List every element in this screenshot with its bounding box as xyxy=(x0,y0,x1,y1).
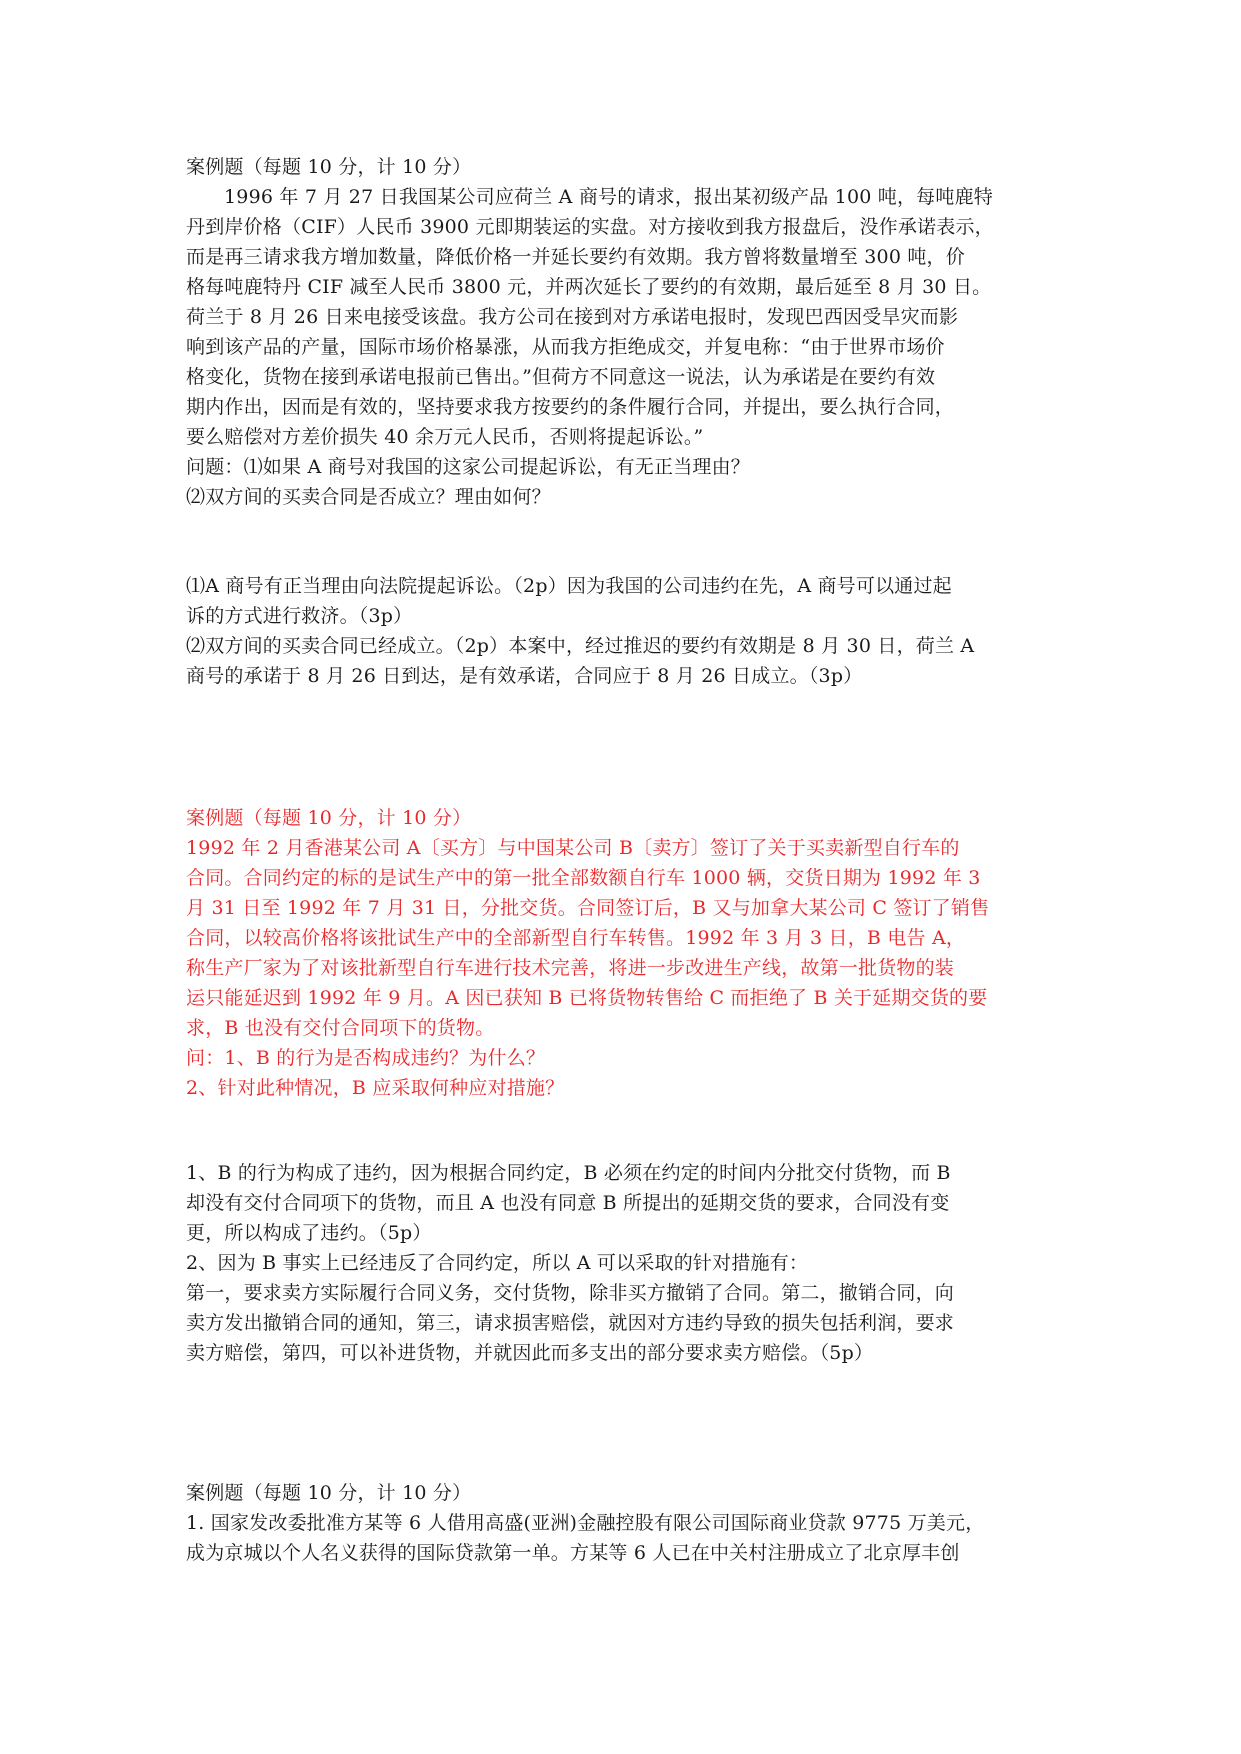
case-1-body-line: 荷兰于 8 月 26 日来电接受该盘。我方公司在接到对方承诺电报时，发现巴西因受旱灾而影 xyxy=(186,306,959,328)
case-1-body-line: 丹到岸价格（CIF）人民币 3900 元即期装运的实盘。对方接收到我方报盘后，没作承诺表示， xyxy=(186,216,994,238)
case-3-body-line: 成为京城以个人名义获得的国际贷款第一单。方某等 6 人已在中关村注册成立了北京厚丰创 xyxy=(186,1542,960,1564)
case-2-heading: 案例题（每题 10 分，计 10 分） xyxy=(186,807,472,829)
case-1-answer-line: 诉的方式进行救济。（3p） xyxy=(186,605,413,627)
case-2-body-line: 运只能延迟到 1992 年 9 月。A 因已获知 B 已将货物转售给 C 而拒绝了 B 关于延期交货的要 xyxy=(186,987,988,1009)
case-1-question-line: ⑵双方间的买卖合同是否成立？理由如何？ xyxy=(186,486,551,508)
case-2-body-line: 称生产厂家为了对该批新型自行车进行技术完善，将进一步改进生产线，故第一批货物的装 xyxy=(186,957,955,979)
case-1-answer xyxy=(186,571,1056,691)
case-2-body-line: 月 31 日至 1992 年 7 月 31 日，分批交货。合同签订后，B 又与加拿大某公司 C 签订了销售 xyxy=(186,897,990,919)
case-1-answer-line: ⑴A 商号有正当理由向法院提起诉讼。（2p）因为我国的公司违约在先，A 商号可以通过起 xyxy=(186,575,952,597)
case-1-heading: 案例题（每题 10 分，计 10 分） xyxy=(186,156,472,178)
case-1-body-line: 响到该产品的产量，国际市场价格暴涨，从而我方拒绝成交，并复电称：“由于世界市场价 xyxy=(186,336,945,358)
case-2-question-line: 问：1、B 的行为是否构成违约？为什么？ xyxy=(186,1047,546,1069)
case-2-question-line: 2、针对此种情况，B 应采取何种应对措施？ xyxy=(186,1077,565,1099)
case-1-body-line: 而是再三请求我方增加数量，降低价格一并延长要约有效期。我方曾将数量增至 300 吨，价 xyxy=(186,246,965,268)
case-2-body-line: 1992 年 2 月香港某公司 A〔买方〕与中国某公司 B〔卖方〕签订了关于买卖新型自行车的 xyxy=(186,837,960,859)
case-3-question xyxy=(186,1478,1056,1568)
case-2-body-line: 求，B 也没有交付合同项下的货物。 xyxy=(186,1017,495,1039)
case-1-body-line: 格变化，货物在接到承诺电报前已售出。”但荷方不同意这一说法，认为承诺是在要约有效 xyxy=(186,366,936,388)
case-1-body-line: 要么赔偿对方差价损失 40 余万元人民币，否则将提起诉讼。” xyxy=(186,426,704,448)
case-1-question-line: 问题：⑴如果 A 商号对我国的这家公司提起诉讼，有无正当理由？ xyxy=(186,456,751,478)
case-2-answer-line: 却没有交付合同项下的货物，而且 A 也没有同意 B 所提出的延期交货的要求，合同没有变 xyxy=(186,1192,950,1214)
case-2-body-line: 合同。合同约定的标的是试生产中的第一批全部数额自行车 1000 辆，交货日期为 1992 年 3 xyxy=(186,867,981,889)
case-2-answer-line: 卖方赔偿，第四，可以补进货物，并就因此而多支出的部分要求卖方赔偿。（5p） xyxy=(186,1342,874,1364)
case-2-body-line: 合同，以较高价格将该批试生产中的全部新型自行车转售。1992 年 3 月 3 日，B 电告 A， xyxy=(186,927,966,949)
case-1-body-line: 1996 年 7 月 27 日我国某公司应荷兰 A 商号的请求，报出某初级产品 100 吨，每吨鹿特 xyxy=(224,186,993,208)
case-2-answer-line: 1、B 的行为构成了违约，因为根据合同约定，B 必须在约定的时间内分批交付货物，而 B xyxy=(186,1162,951,1184)
case-1-body-line: 格每吨鹿特丹 CIF 减至人民币 3800 元，并两次延长了要约的有效期，最后延至 8 月 30 日。 xyxy=(186,276,992,298)
case-1-answer-line: ⑵双方间的买卖合同已经成立。（2p）本案中，经过推迟的要约有效期是 8 月 30 日，荷兰 A xyxy=(186,635,975,657)
case-3-heading: 案例题（每题 10 分，计 10 分） xyxy=(186,1482,472,1504)
case-1-answer-line: 商号的承诺于 8 月 26 日到达，是有效承诺，合同应于 8 月 26 日成立。（3p） xyxy=(186,665,863,687)
case-2-answer xyxy=(186,1158,1056,1368)
case-1-body-line: 期内作出，因而是有效的，坚持要求我方按要约的条件履行合同，并提出，要么执行合同， xyxy=(186,396,955,418)
case-3-body-line: 1. 国家发改委批准方某等 6 人借用高盛(亚洲)金融控股有限公司国际商业贷款 9775 万美元， xyxy=(186,1512,985,1534)
case-1-question xyxy=(186,152,1056,512)
case-2-answer-line: 更，所以构成了违约。（5p） xyxy=(186,1222,432,1244)
case-2-answer-line: 第一，要求卖方实际履行合同义务，交付货物，除非买方撤销了合同。第二，撤销合同，向 xyxy=(186,1282,955,1304)
case-2-answer-line: 卖方发出撤销合同的通知，第三，请求损害赔偿，就因对方违约导致的损失包括利润，要求 xyxy=(186,1312,955,1334)
case-2-answer-line: 2、因为 B 事实上已经违反了合同约定，所以 A 可以采取的针对措施有： xyxy=(186,1252,809,1274)
case-2-question xyxy=(186,803,1056,1103)
